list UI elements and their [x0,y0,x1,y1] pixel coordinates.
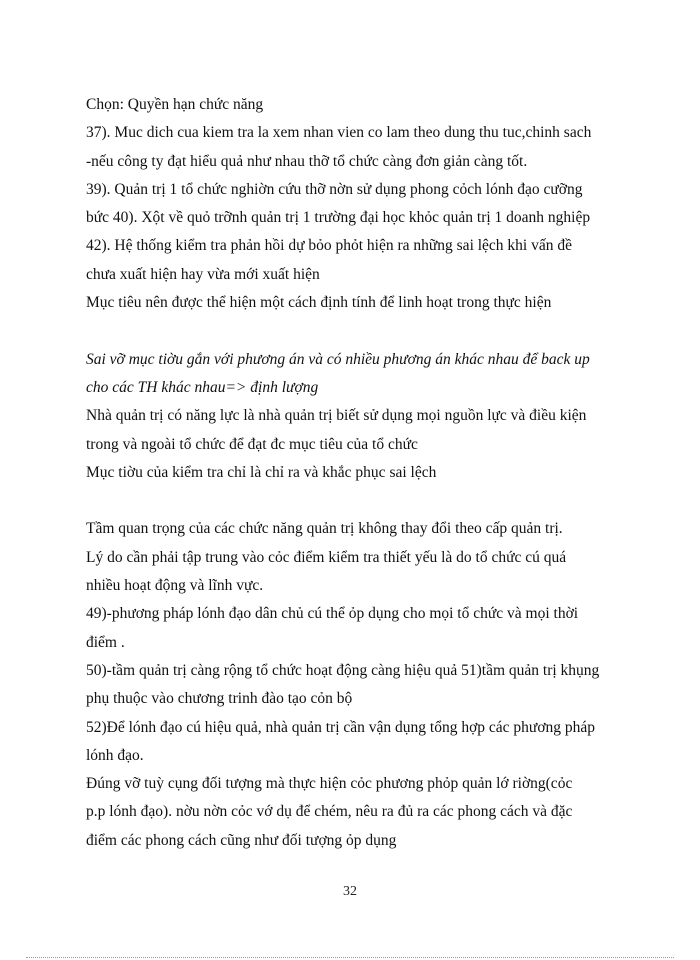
text-line: Nhà quản trị có năng lực là nhà quản trị biết sử dụng mọi nguồn lực và điều kiện [86,407,587,425]
text-line: bức 40). Xột về quỏ trỡnh quản trị 1 trường đại học khỏc quản trị 1 doanh nghiệp [86,209,591,227]
text-line: 49)-phương pháp lónh đạo dân chủ cú thể ỏp dụng cho mọi tổ chức và mọi thời [86,605,579,623]
page-number: 32 [343,884,357,899]
text-line: lónh đạo. [86,746,144,764]
text-line: Mục tiêu nên được thể hiện một cách định tính để linh hoạt trong thực hiện [86,294,552,312]
text-line: phụ thuộc vào chương trinh đào tạo cỏn bộ [86,690,353,708]
page-bottom-border [26,957,674,958]
text-line: 39). Quản trị 1 tổ chức nghiờn cứu thỡ nờn sử dụng phong cỏch lónh đạo cưỡng [86,180,583,198]
text-line: trong và ngoài tổ chức để đạt đc mục tiêu của tổ chức [86,435,418,453]
text-line: p.p lónh đạo). nờu nờn cỏc vớ dụ để chém, nêu ra đủ ra các phong cách và đặc [86,803,573,821]
text-line: 52)Để lónh đạo cú hiệu quả, nhà quản trị cần vận dụng tổng hợp các phương pháp [86,718,596,736]
text-line: 50)-tầm quản trị càng rộng tổ chức hoạt động càng hiệu quả 51)tầm quản trị khụng [86,661,600,679]
text-line: Tầm quan trọng của các chức năng quản trị không thay đổi theo cấp quản trị. [86,520,563,538]
text-line: 42). Hệ thống kiểm tra phản hồi dự bỏo phỏt hiện ra những sai lệch khi vấn đề [86,237,573,255]
text-line: 37). Muc dich cua kiem tra la xem nhan vien co lam theo dung thu tuc,chinh sach [86,124,592,142]
text-line: Đúng vỡ tuỳ cụng đối tượng mà thực hiện cỏc phương phỏp quản lớ riờng(cỏc [86,775,573,793]
text-line: nhiều hoạt động và lĩnh vực. [86,577,264,595]
text-line: điểm . [86,633,125,651]
text-line: Lý do cần phải tập trung vào cỏc điểm kiểm tra thiết yếu là do tổ chức cú quá [86,548,567,566]
italic-text-line: Sai vỡ mục tiờu gắn với phương án và có nhiều phương án khác nhau để back up [86,350,590,368]
paragraph-gap [86,487,646,515]
text-line: Mục tiờu của kiểm tra chỉ là chỉ ra và khắc phục sai lệch [86,463,437,481]
text-line: điểm các phong cách cũng như đối tượng ỏp dụng [86,831,397,849]
document-body [86,91,646,855]
paragraph-gap [86,317,646,345]
italic-text-line: cho các TH khác nhau=> định lượng [86,378,319,396]
text-line: chưa xuất hiện hay vừa mới xuất hiện [86,265,320,283]
text-line: -nếu công ty đạt hiểu quả như nhau thỡ tổ chức càng đơn giản càng tốt. [86,152,528,170]
text-line: Chọn: Quyền hạn chức năng [86,96,264,113]
